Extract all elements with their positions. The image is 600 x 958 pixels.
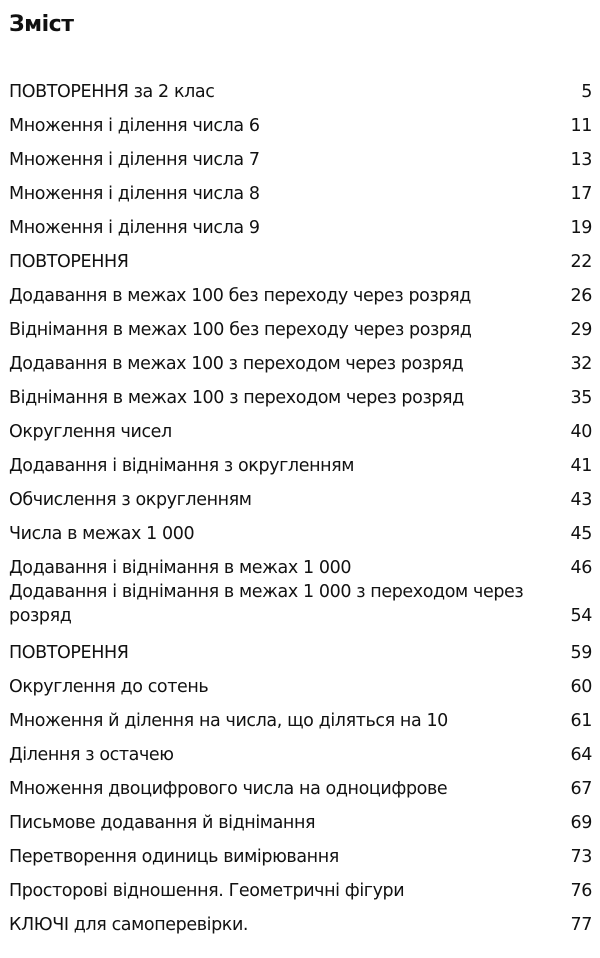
toc-page-number: 67 <box>570 779 592 799</box>
toc-entry[interactable] <box>9 104 592 138</box>
toc-page-number: 54 <box>570 606 592 626</box>
toc-page-number: 77 <box>570 915 592 935</box>
toc-entry[interactable] <box>9 240 592 274</box>
toc-entry-title: Додавання і віднімання з округленням <box>9 456 355 476</box>
toc-entry-title: Множення двоцифрового числа на одноцифрове <box>9 779 448 799</box>
toc-entry-title: Віднімання в межах 100 без переходу через розряд <box>9 320 472 340</box>
toc-entry[interactable] <box>9 699 592 733</box>
toc-page-number: 17 <box>570 184 592 204</box>
toc-entry[interactable] <box>9 206 592 240</box>
toc-page-number: 26 <box>570 286 592 306</box>
toc-page-number: 11 <box>570 116 592 136</box>
toc-page-number: 41 <box>570 456 592 476</box>
table-of-contents <box>9 70 592 937</box>
toc-entry[interactable] <box>9 580 592 631</box>
toc-entry-title: Множення і ділення числа 8 <box>9 184 260 204</box>
toc-entry[interactable] <box>9 546 592 580</box>
toc-entry-title: ПОВТОРЕННЯ за 2 клас <box>9 82 215 102</box>
toc-page-number: 32 <box>570 354 592 374</box>
toc-entry-title: Письмове додавання й віднімання <box>9 813 316 833</box>
toc-page-number: 40 <box>570 422 592 442</box>
toc-page-number: 22 <box>570 252 592 272</box>
toc-entry[interactable] <box>9 342 592 376</box>
toc-entry-title: Додавання в межах 100 без переходу через розряд <box>9 286 471 306</box>
toc-entry-title: Додавання в межах 100 з переходом через розряд <box>9 354 464 374</box>
toc-entry[interactable] <box>9 903 592 937</box>
toc-entry[interactable] <box>9 801 592 835</box>
toc-entry[interactable] <box>9 376 592 410</box>
toc-entry-title: Ділення з остачею <box>9 745 174 765</box>
toc-entry[interactable] <box>9 410 592 444</box>
toc-page-number: 45 <box>570 524 592 544</box>
toc-entry[interactable] <box>9 172 592 206</box>
toc-page-number: 19 <box>570 218 592 238</box>
toc-page-number: 46 <box>570 558 592 578</box>
toc-page-number: 61 <box>570 711 592 731</box>
toc-entry-title: Додавання і віднімання в межах 1 000 з переходом через розряд <box>9 582 524 626</box>
toc-entry[interactable] <box>9 70 592 104</box>
toc-page-number: 60 <box>570 677 592 697</box>
toc-entry[interactable] <box>9 308 592 342</box>
toc-entry[interactable] <box>9 869 592 903</box>
toc-page-number: 76 <box>570 881 592 901</box>
toc-entry[interactable] <box>9 478 592 512</box>
toc-entry[interactable] <box>9 444 592 478</box>
toc-entry-title: Множення і ділення числа 9 <box>9 218 260 238</box>
toc-entry[interactable] <box>9 631 592 665</box>
toc-entry-title: Просторові відношення. Геометричні фігури <box>9 881 405 901</box>
toc-entry-title: Додавання і віднімання в межах 1 000 <box>9 558 352 578</box>
toc-entry-title: Множення і ділення числа 7 <box>9 150 260 170</box>
toc-page-number: 73 <box>570 847 592 867</box>
toc-page-number: 59 <box>570 643 592 663</box>
toc-entry-title: ПОВТОРЕННЯ <box>9 252 129 272</box>
toc-entry-title: Обчислення з округленням <box>9 490 252 510</box>
toc-entry-title: Перетворення одиниць вимірювання <box>9 847 339 867</box>
toc-page-number: 43 <box>570 490 592 510</box>
toc-entry-title: Множення і ділення числа 6 <box>9 116 260 136</box>
toc-page-number: 64 <box>570 745 592 765</box>
toc-entry-title: ПОВТОРЕННЯ <box>9 643 129 663</box>
toc-entry[interactable] <box>9 665 592 699</box>
toc-entry-title: Віднімання в межах 100 з переходом через розряд <box>9 388 464 408</box>
toc-entry-title: КЛЮЧІ для самоперевірки. <box>9 915 249 935</box>
toc-entry-title: Округлення до сотень <box>9 677 209 697</box>
toc-page-number: 29 <box>570 320 592 340</box>
toc-entry[interactable] <box>9 512 592 546</box>
toc-entry[interactable] <box>9 835 592 869</box>
toc-entry-title: Округлення чисел <box>9 422 172 442</box>
toc-entry[interactable] <box>9 138 592 172</box>
toc-page-number: 69 <box>570 813 592 833</box>
toc-entry[interactable] <box>9 274 592 308</box>
page-title: Зміст <box>9 12 74 37</box>
toc-page-number: 35 <box>570 388 592 408</box>
toc-entry[interactable] <box>9 767 592 801</box>
toc-entry-title: Числа в межах 1 000 <box>9 524 195 544</box>
toc-page-number: 5 <box>581 82 592 102</box>
toc-page-number: 13 <box>570 150 592 170</box>
toc-entry-title: Множення й ділення на числа, що діляться на 10 <box>9 711 448 731</box>
toc-entry[interactable] <box>9 733 592 767</box>
